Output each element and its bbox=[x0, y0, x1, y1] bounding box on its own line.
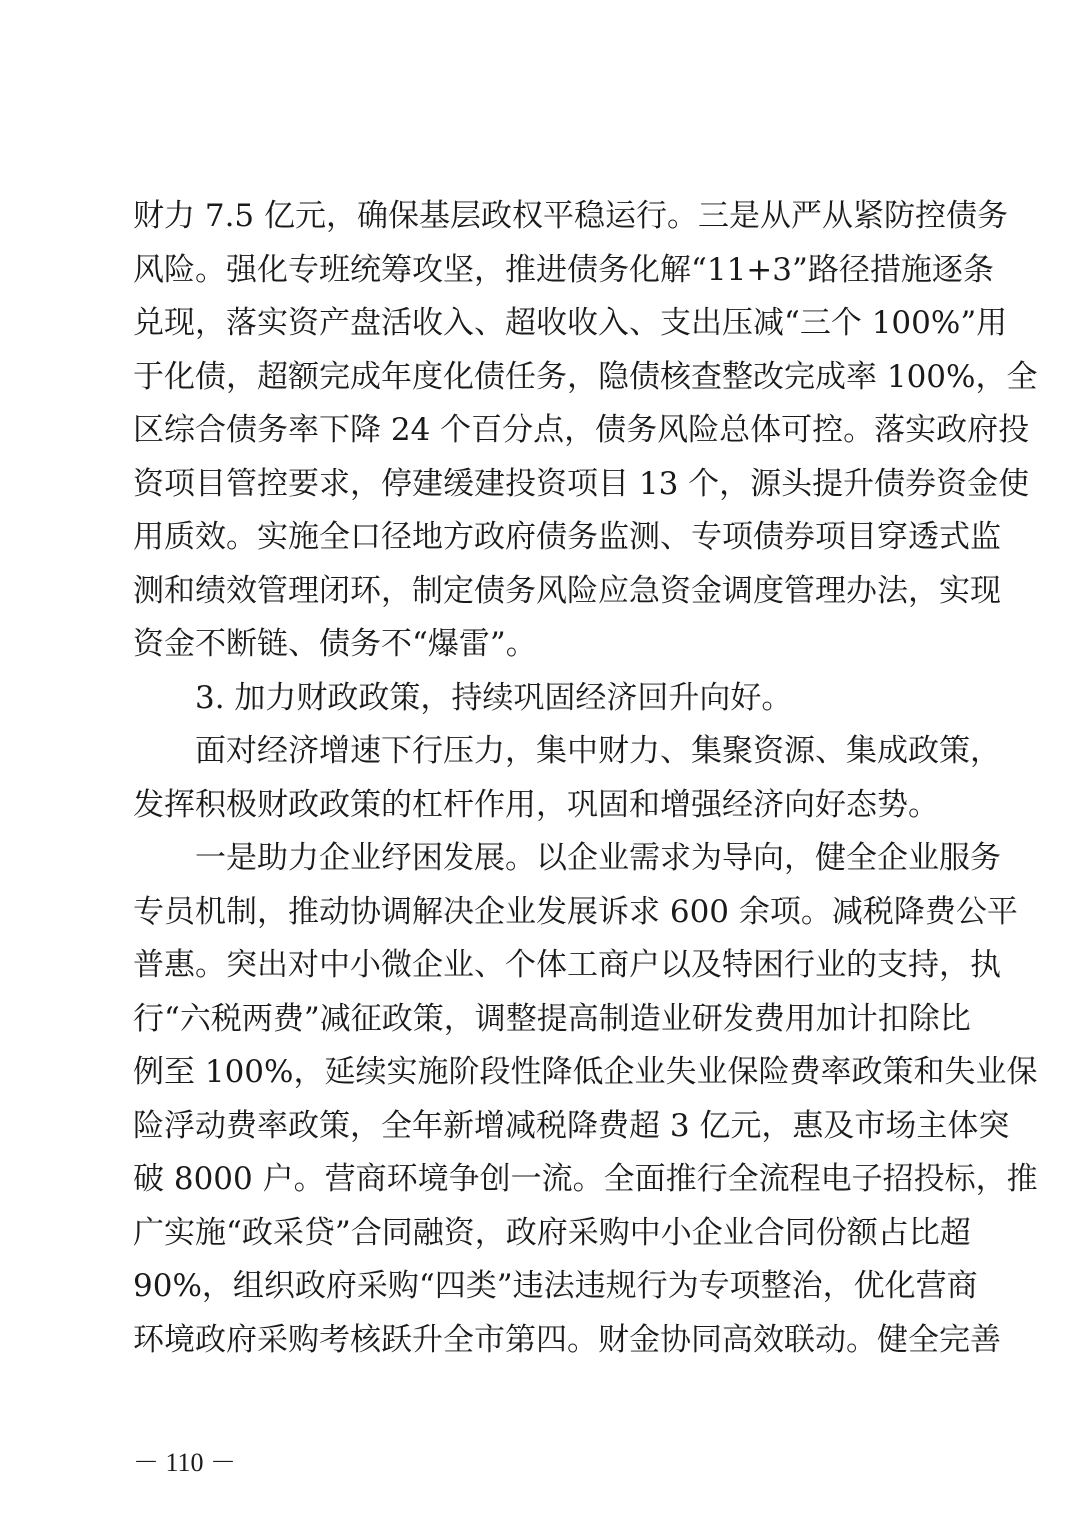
text-line: 财力 7.5 亿元，确保基层政权平稳运行。三是从严从紧防控债务 bbox=[133, 198, 1009, 234]
text-line: 一是助力企业纾困发展。以企业需求为导向，健全企业服务 bbox=[195, 840, 1001, 876]
text-line: 普惠。突出对中小微企业、个体工商户以及特困行业的支持，执 bbox=[133, 947, 1001, 983]
section-heading: 3. 加力财政政策，持续巩固经济回升向好。 bbox=[195, 679, 793, 716]
text-line: 区综合债务率下降 24 个百分点，债务风险总体可控。落实政府投 bbox=[133, 412, 1030, 448]
text-line: 例至 100%，延续实施阶段性降低企业失业保险费率政策和失业保 bbox=[133, 1054, 1038, 1090]
text-line: 用质效。实施全口径地方政府债务监测、专项债券项目穿透式监 bbox=[133, 519, 1001, 555]
body-text bbox=[133, 190, 1038, 1367]
text-line: 环境政府采购考核跃升全市第四。财金协同高效联动。健全完善 bbox=[133, 1321, 1001, 1358]
text-line: 资项目管控要求，停建缓建投资项目 13 个，源头提升债券资金使 bbox=[133, 465, 1030, 502]
text-line: 险浮动费率政策，全年新增减税降费超 3 亿元，惠及市场主体突 bbox=[133, 1107, 1010, 1144]
text-line: 兑现，落实资产盘活收入、超收收入、支出压减“三个 100%”用 bbox=[133, 305, 1008, 341]
text-line: 资金不断链、债务不“爆雷”。 bbox=[133, 626, 537, 662]
text-line: 90%，组织政府采购“四类”违法违规行为专项整治，优化营商 bbox=[133, 1268, 978, 1304]
text-line: 风险。强化专班统筹攻坚，推进债务化解“11+3”路径措施逐条 bbox=[133, 251, 994, 288]
text-line: 于化债，超额完成年度化债任务，隐债核查整改完成率 100%，全 bbox=[133, 358, 1038, 395]
text-line: 广实施“政采贷”合同融资，政府采购中小企业合同份额占比超 bbox=[133, 1214, 971, 1251]
text-line: 破 8000 户。营商环境争创一流。全面推行全流程电子招投标，推 bbox=[133, 1161, 1038, 1197]
page-number: － 110 － bbox=[133, 1448, 237, 1477]
text-line: 发挥积极财政政策的杠杆作用，巩固和增强经济向好态势。 bbox=[133, 786, 939, 823]
text-line: 专员机制，推动协调解决企业发展诉求 600 余项。减税降费公平 bbox=[133, 893, 1018, 930]
text-line: 面对经济增速下行压力，集中财力、集聚资源、集成政策， bbox=[195, 733, 1001, 769]
text-line: 行“六税两费”减征政策，调整提高制造业研发费用加计扣除比 bbox=[133, 1000, 971, 1037]
text-line: 测和绩效管理闭环，制定债务风险应急资金调度管理办法，实现 bbox=[133, 572, 1001, 609]
